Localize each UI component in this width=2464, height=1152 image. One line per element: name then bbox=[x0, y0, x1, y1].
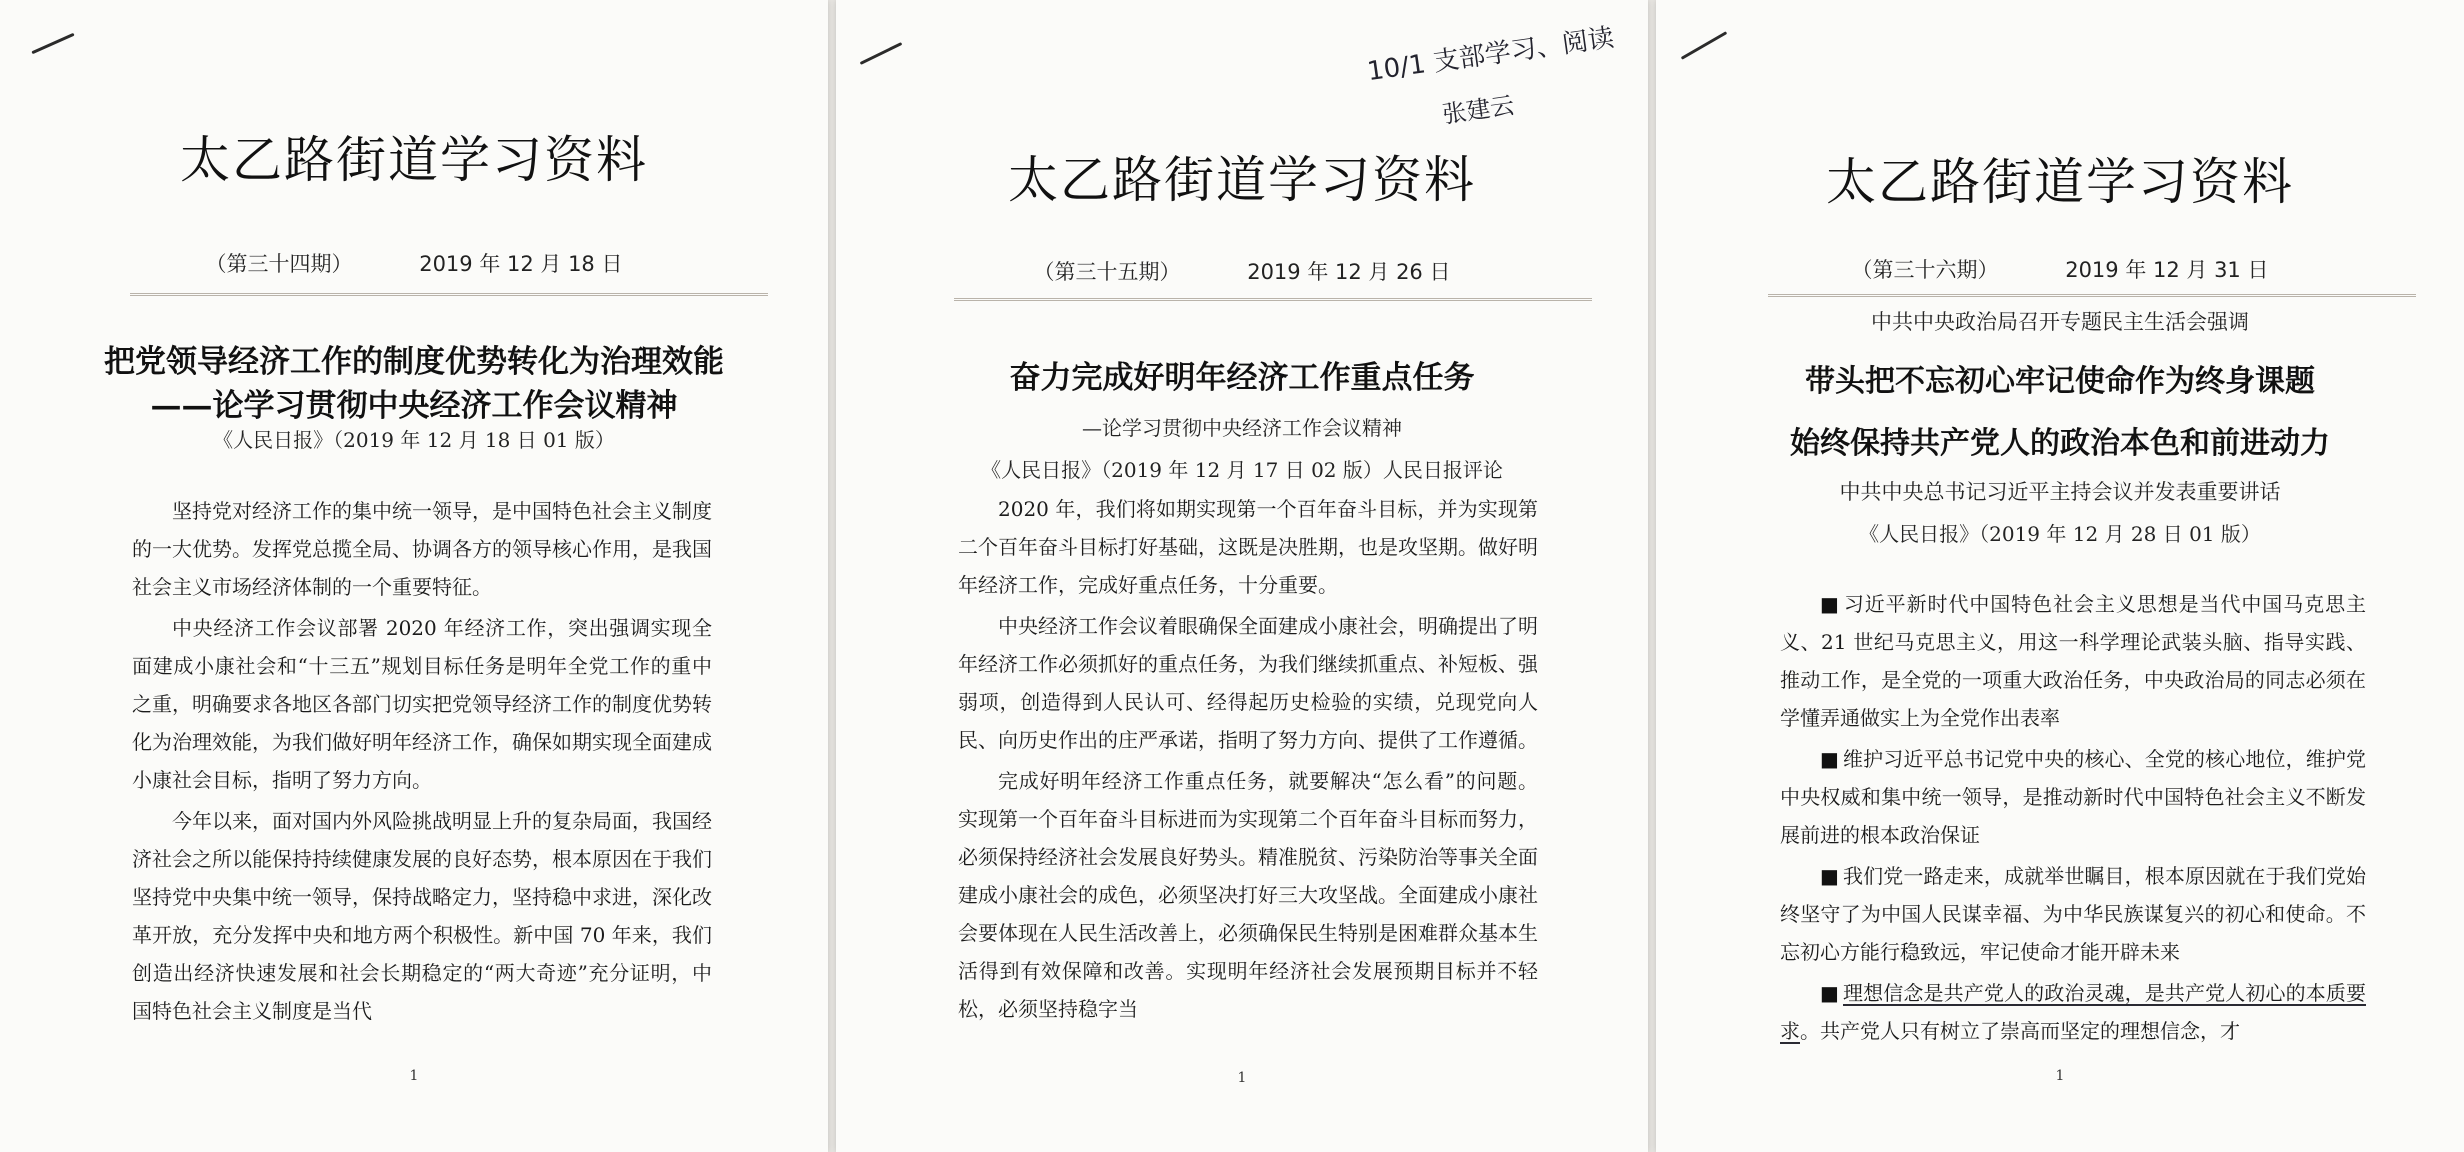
article-sub-kicker: 中共中央总书记习近平主持会议并发表重要讲话 bbox=[1839, 480, 2281, 504]
issue-line bbox=[836, 256, 1648, 286]
paragraph: 2020 年，我们将如期实现第一个百年奋斗目标，并为实现第二个百年奋斗目标打好基础，这既是决胜期，也是攻坚期。做好明年经济工作，完成好重点任务，十分重要。 bbox=[958, 497, 1538, 597]
issue-date: 2019 年 12 月 18 日 bbox=[419, 252, 623, 276]
article-headline-line-2: ——论学习贯彻中央经济工作会议精神 bbox=[150, 388, 678, 424]
issue-date: 2019 年 12 月 26 日 bbox=[1247, 260, 1451, 284]
page-number: 1 bbox=[409, 1068, 419, 1084]
bullet-square-icon: ■ bbox=[1820, 981, 1840, 1005]
paragraph: 今年以来，面对国内外风险挑战明显上升的复杂局面，我国经济社会之所以能保持持续健康发展的良好态势，根本原因在于我们坚持党中央集中统一领导，保持战略定力，坚持稳中求进，深化改革开放，充分发挥中央和地方两个积极性。新中国 70 年来，我们创造出经济快速发展和社会长期稳定的“两大奇迹”充分证明，中国特色社会主义制度是当代 bbox=[132, 809, 712, 1023]
bullet-square-icon: ■ bbox=[1820, 864, 1840, 888]
issue-number: （第三十四期） bbox=[205, 252, 353, 276]
pen-mark bbox=[31, 33, 74, 54]
document-title: 太乙路街道学习资料 bbox=[1826, 153, 2294, 211]
article-headline: 把党领导经济工作的制度优势转化为治理效能 bbox=[104, 344, 724, 380]
document-page-36 bbox=[1656, 0, 2464, 1152]
bullet-square-icon: ■ bbox=[1820, 747, 1840, 771]
document-title: 太乙路街道学习资料 bbox=[180, 131, 648, 189]
article-source: 《人民日报》（2019 年 12 月 18 日 01 版） bbox=[213, 428, 615, 452]
document-title: 太乙路街道学习资料 bbox=[1008, 151, 1476, 209]
article-kicker: 中共中央政治局召开专题民主生活会强调 bbox=[1871, 310, 2249, 334]
bullet-item: ■ 维护习近平总书记党中央的核心、全党的核心地位，维护党中央权威和集中统一领导，是推动新时代中国特色社会主义不断发展前进的根本政治保证 bbox=[1780, 747, 2366, 847]
document-page-34 bbox=[0, 0, 828, 1152]
article-headline: 奋力完成好明年经济工作重点任务 bbox=[1009, 360, 1475, 396]
document-page-35 bbox=[836, 0, 1648, 1152]
pen-mark bbox=[1681, 31, 1728, 60]
paragraph: 中央经济工作会议部署 2020 年经济工作，突出强调实现全面建成小康社会和“十三五”规划目标任务是明年全党工作的重中之重，明确要求各地区各部门切实把党领导经济工作的制度优势转化为治理效能，为我们做好明年经济工作，确保如期实现全面建成小康社会目标，指明了努力方向。 bbox=[132, 616, 712, 792]
pen-underlined-text: 理想信念是共产党人的政治灵魂，是共产党人初心的本质要求 bbox=[1780, 981, 2366, 1043]
bullet-square-icon: ■ bbox=[1820, 592, 1840, 616]
article-subtitle: —论学习贯彻中央经济工作会议精神 bbox=[1082, 416, 1402, 440]
issue-line bbox=[1656, 254, 2464, 284]
issue-number: （第三十六期） bbox=[1851, 258, 1999, 282]
paragraph: 中央经济工作会议着眼确保全面建成小康社会，明确提出了明年经济工作必须抓好的重点任务，为我们继续抓重点、补短板、强弱项，创造得到人民认可、经得起历史检验的实绩，兑现党向人民、向历史作出的庄严承诺，指明了努力方向、提供了工作遵循。 bbox=[958, 614, 1538, 752]
pen-mark bbox=[860, 42, 903, 65]
divider bbox=[1768, 294, 2416, 297]
article-body bbox=[132, 492, 712, 1033]
handwritten-signature: 张建云 bbox=[1440, 91, 1516, 129]
bullet-item: ■ 理想信念是共产党人的政治灵魂，是共产党人初心的本质要求。共产党人只有树立了崇高而坚定的理想信念，才 bbox=[1780, 981, 2366, 1043]
article-body bbox=[958, 490, 1538, 1031]
page-number: 1 bbox=[2055, 1068, 2065, 1084]
article-source: 《人民日报》（2019 年 12 月 28 日 01 版） bbox=[1859, 522, 2261, 546]
divider bbox=[954, 298, 1592, 301]
divider bbox=[130, 293, 768, 296]
article-headline: 带头把不忘初心牢记使命作为终身课题 bbox=[1805, 364, 2315, 399]
page-number: 1 bbox=[1237, 1070, 1247, 1086]
paragraph: 完成好明年经济工作重点任务，就要解决“怎么看”的问题。实现第一个百年奋斗目标进而为实现第二个百年奋斗目标而努力，必须保持经济社会发展良好势头。精准脱贫、污染防治等事关全面建成小康社会的成色，必须坚决打好三大攻坚战。全面建成小康社会要体现在人民生活改善上，必须确保民生特别是困难群众基本生活得到有效保障和改善。实现明年经济社会发展预期目标并不轻松，必须坚持稳字当 bbox=[958, 769, 1538, 1021]
issue-date: 2019 年 12 月 31 日 bbox=[2065, 258, 2269, 282]
issue-number: （第三十五期） bbox=[1033, 260, 1181, 284]
paragraph: 坚持党对经济工作的集中统一领导，是中国特色社会主义制度的一大优势。发挥党总揽全局、协调各方的领导核心作用，是我国社会主义市场经济体制的一个重要特征。 bbox=[132, 499, 712, 599]
article-body bbox=[1780, 585, 2366, 1053]
bullet-item: ■ 习近平新时代中国特色社会主义思想是当代中国马克思主义、21 世纪马克思主义，用这一科学理论武装头脑、指导实践、推动工作，是全党的一项重大政治任务，中央政治局的同志必须在学懂弄通做实上为全党作出表率 bbox=[1780, 592, 2366, 730]
handwritten-note: 10/1 支部学习、阅读 bbox=[1365, 22, 1616, 88]
issue-line bbox=[0, 248, 828, 278]
article-source: 《人民日报》（2019 年 12 月 17 日 02 版）人民日报评论 bbox=[981, 458, 1503, 482]
article-headline-line-2: 始终保持共产党人的政治本色和前进动力 bbox=[1790, 426, 2330, 461]
bullet-item: ■ 我们党一路走来，成就举世瞩目，根本原因就在于我们党始终坚守了为中国人民谋幸福、为中华民族谋复兴的初心和使命。不忘初心方能行稳致远，牢记使命才能开辟未来 bbox=[1780, 864, 2366, 964]
